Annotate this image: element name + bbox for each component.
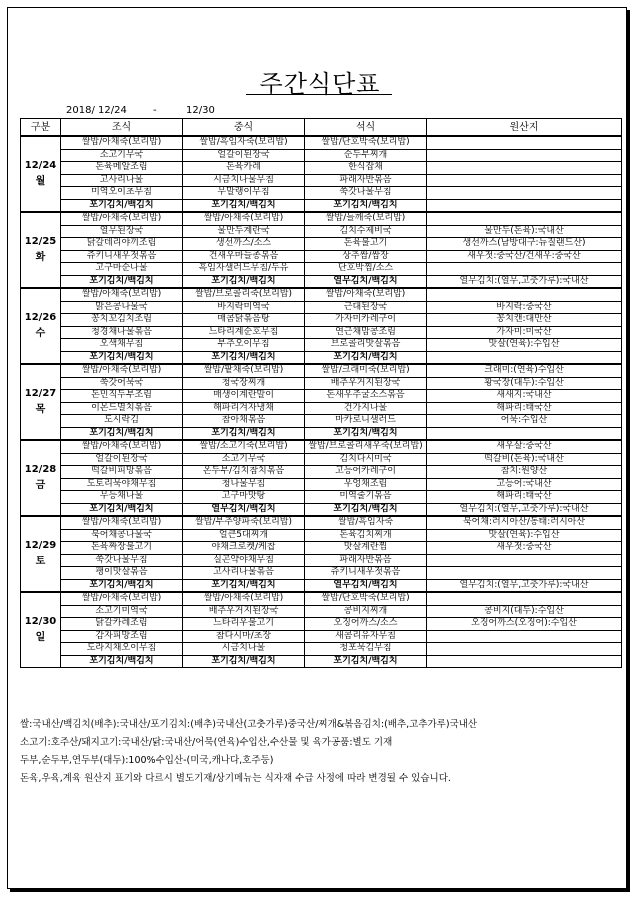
table-row <box>21 478 622 491</box>
table-row <box>21 554 622 567</box>
table-row <box>21 402 622 415</box>
day-cell <box>21 288 61 364</box>
origin-cell <box>427 554 622 567</box>
breakfast-cell: 소고기미역국 <box>61 605 183 618</box>
note-line: 돈육,우육,계육 원산지 표기와 다르시 별도기재/상기메뉴는 식자재 수급 사정에 따라 변경될 수 있습니다. <box>20 773 451 784</box>
breakfast-cell: 팽이맛살볶음 <box>61 567 183 580</box>
table-row <box>21 377 622 390</box>
lunch-cell: 쌀밥/아채죽(보리밥) <box>183 592 305 605</box>
origin-cell <box>427 567 622 580</box>
lunch-cell: 쌀밥/부추양파죽(보리밥) <box>183 516 305 529</box>
dinner-cell: 쌀밥/크래미죽(보리밥) <box>305 364 427 377</box>
dinner-cell: 오징어까스/소스 <box>305 618 427 631</box>
dinner-cell: 브로콜리맛살볶음 <box>305 339 427 352</box>
table-row <box>21 225 622 238</box>
table-row <box>21 466 622 479</box>
page-title: 주간식단표 <box>259 70 381 98</box>
table-row <box>21 149 622 162</box>
dinner-cell: 포기김치/백김치 <box>305 351 427 364</box>
header-category: 구분 <box>21 119 61 137</box>
lunch-cell: 포기김치/백김치 <box>183 199 305 212</box>
day-weekday: 수 <box>35 328 46 339</box>
day-weekday: 월 <box>35 176 46 187</box>
lunch-cell: 청국장찌개 <box>183 377 305 390</box>
dinner-cell: 파래자반볶음 <box>305 174 427 187</box>
lunch-cell: 느타리우불고기 <box>183 618 305 631</box>
dinner-cell: 새콤리유자무침 <box>305 630 427 643</box>
lunch-cell: 포기김치/백김치 <box>183 579 305 592</box>
dinner-cell: 쌀밥/브로콜리새우죽(보리밥) <box>305 440 427 453</box>
origin-cell: 오징어까스(오징어):수입산 <box>427 618 622 631</box>
breakfast-cell: 꽁치꼬김치조림 <box>61 314 183 327</box>
breakfast-cell: 포기김치/백김치 <box>61 199 183 212</box>
breakfast-cell: 감자피망조림 <box>61 630 183 643</box>
origin-cell <box>427 136 622 149</box>
note-line: 소고기:호주산/돼지고기:국내산/닭:국내산/어묵(연육)수입산,수산물 및 육가공품:별도 기재 <box>20 737 393 748</box>
lunch-cell: 야채크로켓/케찹 <box>183 542 305 555</box>
origin-cell <box>427 351 622 364</box>
header-breakfast: 조식 <box>61 119 183 137</box>
origin-cell <box>427 263 622 276</box>
day-cell <box>21 440 61 516</box>
origin-cell <box>427 643 622 656</box>
menu-body <box>21 136 622 668</box>
dinner-cell: 포기김치/백김치 <box>305 199 427 212</box>
lunch-cell: 쌀밥/아채죽(보리밥) <box>183 212 305 225</box>
breakfast-cell: 도라지채오이무침 <box>61 643 183 656</box>
lunch-cell: 느타리계순호무침 <box>183 326 305 339</box>
breakfast-cell: 떡갈비피망볶음 <box>61 466 183 479</box>
table-row <box>21 579 622 592</box>
table-row <box>21 427 622 440</box>
dinner-cell: 돈새우주굴소스볶음 <box>305 390 427 403</box>
breakfast-cell: 돈민직두부조림 <box>61 390 183 403</box>
lunch-cell: 흑임자샐러드무침/두유 <box>183 263 305 276</box>
weekly-menu-table <box>20 118 622 668</box>
lunch-cell: 건새우마늘종볶음 <box>183 250 305 263</box>
origin-cell <box>427 162 622 175</box>
lunch-cell: 생선까스/소스 <box>183 238 305 251</box>
origin-cell: 새우젓:중국산/건새우:중국산 <box>427 250 622 263</box>
lunch-cell: 실곤약야채무침 <box>183 554 305 567</box>
origin-cell: 새우살:중국산 <box>427 440 622 453</box>
table-row <box>21 605 622 618</box>
breakfast-cell: 쑥갓나물무침 <box>61 554 183 567</box>
day-weekday: 일 <box>35 632 46 643</box>
dinner-cell: 포기김치/백김치 <box>305 427 427 440</box>
breakfast-cell: 소고기무국 <box>61 149 183 162</box>
lunch-cell: 고구마맛탕 <box>183 491 305 504</box>
dinner-cell: 쥬키니새우젓볶음 <box>305 567 427 580</box>
table-row <box>21 415 622 428</box>
dinner-cell: 돈육불고기 <box>305 238 427 251</box>
table-row <box>21 491 622 504</box>
table-row <box>21 503 622 516</box>
origin-cell: 맛살(연육):수입산 <box>427 529 622 542</box>
origin-cell: 열무김치:(열무,고춧가루):국내산 <box>427 275 622 288</box>
dinner-cell: 쌀밥/흑임자죽 <box>305 516 427 529</box>
breakfast-cell: 포기김치/백김치 <box>61 579 183 592</box>
table-row <box>21 390 622 403</box>
table-row <box>21 655 622 668</box>
breakfast-cell: 도시락김 <box>61 415 183 428</box>
dinner-cell: 청포묵김무침 <box>305 643 427 656</box>
breakfast-cell: 쥬키니새우젓볶음 <box>61 250 183 263</box>
breakfast-cell: 포기김치/백김치 <box>61 351 183 364</box>
breakfast-cell: 고사리나물 <box>61 174 183 187</box>
header-dinner: 석식 <box>305 119 427 137</box>
table-header-row <box>21 119 622 137</box>
breakfast-cell: 포기김치/백김치 <box>61 655 183 668</box>
origin-cell: 꽁치캔:대만산 <box>427 314 622 327</box>
breakfast-cell: 돈육짜장불고기 <box>61 542 183 555</box>
lunch-cell: 쌀밥/소고기죽(보리밥) <box>183 440 305 453</box>
day-date: 12/25 <box>24 236 57 247</box>
header-origin: 원산지 <box>427 119 622 137</box>
lunch-cell: 열무김치/백김치 <box>183 503 305 516</box>
table-row <box>21 351 622 364</box>
dinner-cell: 열무김치/백김치 <box>305 579 427 592</box>
origin-cell: 떡갈비(돈육):국내산 <box>427 453 622 466</box>
dinner-cell: 열무김치/백김치 <box>305 275 427 288</box>
origin-cell: 열무김치:(열무,고춧가루):국내산 <box>427 579 622 592</box>
table-row <box>21 136 622 149</box>
breakfast-cell: 쌀밥/아채죽(보리밥) <box>61 440 183 453</box>
dinner-cell: 쌀밥/단호박죽(보리밥) <box>305 592 427 605</box>
dinner-cell: 가자미카레구이 <box>305 314 427 327</box>
origin-cell: 참치:원양산 <box>427 466 622 479</box>
table-row <box>21 263 622 276</box>
table-row <box>21 339 622 352</box>
day-date: 12/29 <box>24 540 57 551</box>
day-weekday: 목 <box>35 404 46 415</box>
origin-cell <box>427 655 622 668</box>
breakfast-cell: 쑥갓어묵국 <box>61 377 183 390</box>
day-cell <box>21 364 61 440</box>
table-row <box>21 453 622 466</box>
table-row <box>21 326 622 339</box>
lunch-cell: 쌀밥/브로콜리죽(보리밥) <box>183 288 305 301</box>
table-row <box>21 212 622 225</box>
table-row <box>21 529 622 542</box>
lunch-cell: 해파리겨자냉채 <box>183 402 305 415</box>
breakfast-cell: 맑은콩나물국 <box>61 301 183 314</box>
day-cell <box>21 592 61 668</box>
dinner-cell: 한식잡채 <box>305 162 427 175</box>
table-row <box>21 567 622 580</box>
day-weekday: 화 <box>35 252 46 263</box>
breakfast-cell: 이몬드멸치볶음 <box>61 402 183 415</box>
breakfast-cell: 쌀밥/아채죽(보리밥) <box>61 364 183 377</box>
lunch-cell: 참다시마/초장 <box>183 630 305 643</box>
origin-cell: 바지락:중국산 <box>427 301 622 314</box>
lunch-cell: 매콤닭볶음탕 <box>183 314 305 327</box>
lunch-cell: 소고기무국 <box>183 453 305 466</box>
note-line: 두부,순두부,연두부(대두):100%수입산-(미국,캐나다,호주등) <box>20 755 274 766</box>
breakfast-cell: 돈육메알조림 <box>61 162 183 175</box>
table-row <box>21 275 622 288</box>
header-lunch: 중식 <box>183 119 305 137</box>
breakfast-cell: 얼갈이된장국 <box>61 453 183 466</box>
dinner-cell: 포기김치/백김치 <box>305 655 427 668</box>
table-row <box>21 516 622 529</box>
origin-cell <box>427 288 622 301</box>
lunch-cell: 부추오이무침 <box>183 339 305 352</box>
lunch-cell: 쌀밥/흑임자죽(보리밥) <box>183 136 305 149</box>
breakfast-cell: 포기김치/백김치 <box>61 503 183 516</box>
table-row <box>21 199 622 212</box>
lunch-cell: 매생이계란말이 <box>183 390 305 403</box>
day-date: 12/28 <box>24 464 57 475</box>
lunch-cell: 청나물무침 <box>183 478 305 491</box>
table-row <box>21 288 622 301</box>
origin-cell <box>427 187 622 200</box>
dinner-cell: 포기김치/백김치 <box>305 503 427 516</box>
breakfast-cell: 무등채나물 <box>61 491 183 504</box>
lunch-cell: 시금치나물 <box>183 643 305 656</box>
dinner-cell: 건가지나물 <box>305 402 427 415</box>
lunch-cell: 돈육카레 <box>183 162 305 175</box>
origin-cell: 물만두(돈육):국내산 <box>427 225 622 238</box>
note-line: 쌀:국내산/백김치(배추):국내산/포기김치:(배추)국내산(고춧가루)중국산/찌개&볶음김치:(배추,고추가루)국내산 <box>20 719 478 730</box>
dinner-cell: 김치수제비국 <box>305 225 427 238</box>
dinner-cell: 상추쌈/쌈장 <box>305 250 427 263</box>
day-date: 12/24 <box>24 160 57 171</box>
origin-cell <box>427 149 622 162</box>
dinner-cell: 쌀밥/들깨죽(보리밥) <box>305 212 427 225</box>
day-weekday: 토 <box>35 556 46 567</box>
origin-cell: 생선까스(남방대구:뉴질랜드산) <box>427 238 622 251</box>
origin-cell <box>427 199 622 212</box>
table-row <box>21 618 622 631</box>
dinner-cell: 근대된장국 <box>305 301 427 314</box>
dinner-cell: 연근채맘콩조림 <box>305 326 427 339</box>
lunch-cell: 무말랭이무침 <box>183 187 305 200</box>
table-row <box>21 162 622 175</box>
origin-cell: 고등어:국내산 <box>427 478 622 491</box>
table-row <box>21 542 622 555</box>
lunch-cell: 쌀밥/팥채죽(보리밥) <box>183 364 305 377</box>
origin-cell: 해파리:태국산 <box>427 491 622 504</box>
table-row <box>21 187 622 200</box>
lunch-cell: 포기김치/백김치 <box>183 275 305 288</box>
origin-cell: 맛살(연육):수입산 <box>427 339 622 352</box>
period-dash: - <box>153 105 157 116</box>
dinner-cell: 배추우거지된장국 <box>305 377 427 390</box>
origin-notes <box>20 716 620 788</box>
origin-cell: 크래미:(연육)수입산 <box>427 364 622 377</box>
day-cell <box>21 212 61 288</box>
origin-cell: 가자미:미국산 <box>427 326 622 339</box>
breakfast-cell: 포기김치/백김치 <box>61 427 183 440</box>
origin-cell: 콩비지(대두):수입산 <box>427 605 622 618</box>
table-row <box>21 440 622 453</box>
breakfast-cell: 포기김치/백김치 <box>61 275 183 288</box>
table-row <box>21 592 622 605</box>
lunch-cell: 바지락미역국 <box>183 301 305 314</box>
origin-cell: 황국장(대두):수입산 <box>427 377 622 390</box>
breakfast-cell: 쌀밥/아채죽(보리밥) <box>61 212 183 225</box>
origin-cell: 해파리:태국산 <box>427 402 622 415</box>
lunch-cell: 포기김치/백김치 <box>183 655 305 668</box>
origin-cell: 새새지:국내산 <box>427 390 622 403</box>
origin-cell: 열무김치:(열무,고춧가루):국내산 <box>427 503 622 516</box>
dinner-cell: 쌀밥/단호박죽(보리밥) <box>305 136 427 149</box>
breakfast-cell: 쌀밥/아채죽(보리밥) <box>61 516 183 529</box>
breakfast-cell: 오색채무침 <box>61 339 183 352</box>
table-row <box>21 630 622 643</box>
lunch-cell: 포기김치/백김치 <box>183 351 305 364</box>
dinner-cell: 돈육김치찌개 <box>305 529 427 542</box>
day-cell <box>21 516 61 592</box>
day-date: 12/30 <box>24 616 57 627</box>
lunch-cell: 얼갈이된장국 <box>183 149 305 162</box>
day-weekday: 금 <box>35 480 46 491</box>
dinner-cell: 콩비지찌개 <box>305 605 427 618</box>
dinner-cell: 김치다시미국 <box>305 453 427 466</box>
breakfast-cell: 열무된장국 <box>61 225 183 238</box>
lunch-cell: 참아채볶음 <box>183 415 305 428</box>
origin-cell: 어묵:수입산 <box>427 415 622 428</box>
breakfast-cell: 쌀밥/아채죽(보리밥) <box>61 288 183 301</box>
breakfast-cell: 닭갈카레조림 <box>61 618 183 631</box>
table-row <box>21 250 622 263</box>
dinner-cell: 쌀밥/아채죽(보리밥) <box>305 288 427 301</box>
title-underline <box>246 94 392 95</box>
breakfast-cell: 쌀밥/아채죽(보리밥) <box>61 592 183 605</box>
period-end: 12/30 <box>186 105 215 116</box>
dinner-cell: 쑥갓나물무침 <box>305 187 427 200</box>
dinner-cell: 미역줄기볶음 <box>305 491 427 504</box>
lunch-cell: 고사리나물볶음 <box>183 567 305 580</box>
breakfast-cell: 북어채콩나물국 <box>61 529 183 542</box>
table-row <box>21 174 622 187</box>
table-row <box>21 238 622 251</box>
dinner-cell: 마카로니샐러드 <box>305 415 427 428</box>
day-cell <box>21 136 61 212</box>
lunch-cell: 물만두계란국 <box>183 225 305 238</box>
table-row <box>21 643 622 656</box>
lunch-cell: 얼큰5대찌개 <box>183 529 305 542</box>
breakfast-cell: 쌀밥/아채죽(보리밥) <box>61 136 183 149</box>
day-date: 12/27 <box>24 388 57 399</box>
dinner-cell: 맛살계란찜 <box>305 542 427 555</box>
period-start: 2018/ 12/24 <box>66 105 127 116</box>
day-date: 12/26 <box>24 312 57 323</box>
breakfast-cell: 닭갈데리야끼조림 <box>61 238 183 251</box>
origin-cell <box>427 174 622 187</box>
origin-cell: 북어채:러시아산/동태:러시아산 <box>427 516 622 529</box>
table-row <box>21 314 622 327</box>
lunch-cell: 배추우거지된장국 <box>183 605 305 618</box>
dinner-cell: 순두부찌개 <box>305 149 427 162</box>
origin-cell <box>427 630 622 643</box>
table-row <box>21 301 622 314</box>
breakfast-cell: 청경채나물볶음 <box>61 326 183 339</box>
dinner-cell: 파래자반볶음 <box>305 554 427 567</box>
origin-cell: 새우젓:중국산 <box>427 542 622 555</box>
dinner-cell: 우엉채조림 <box>305 478 427 491</box>
breakfast-cell: 미역오이초무침 <box>61 187 183 200</box>
breakfast-cell: 도토리묵야채무침 <box>61 478 183 491</box>
dinner-cell: 단호박찜/소스 <box>305 263 427 276</box>
dinner-cell: 고등어카레구이 <box>305 466 427 479</box>
lunch-cell: 온두부/김치참치볶음 <box>183 466 305 479</box>
origin-cell <box>427 592 622 605</box>
lunch-cell: 포기김치/백김치 <box>183 427 305 440</box>
origin-cell <box>427 427 622 440</box>
table-row <box>21 364 622 377</box>
lunch-cell: 시금치나물무침 <box>183 174 305 187</box>
breakfast-cell: 고구마순나물 <box>61 263 183 276</box>
origin-cell <box>427 212 622 225</box>
